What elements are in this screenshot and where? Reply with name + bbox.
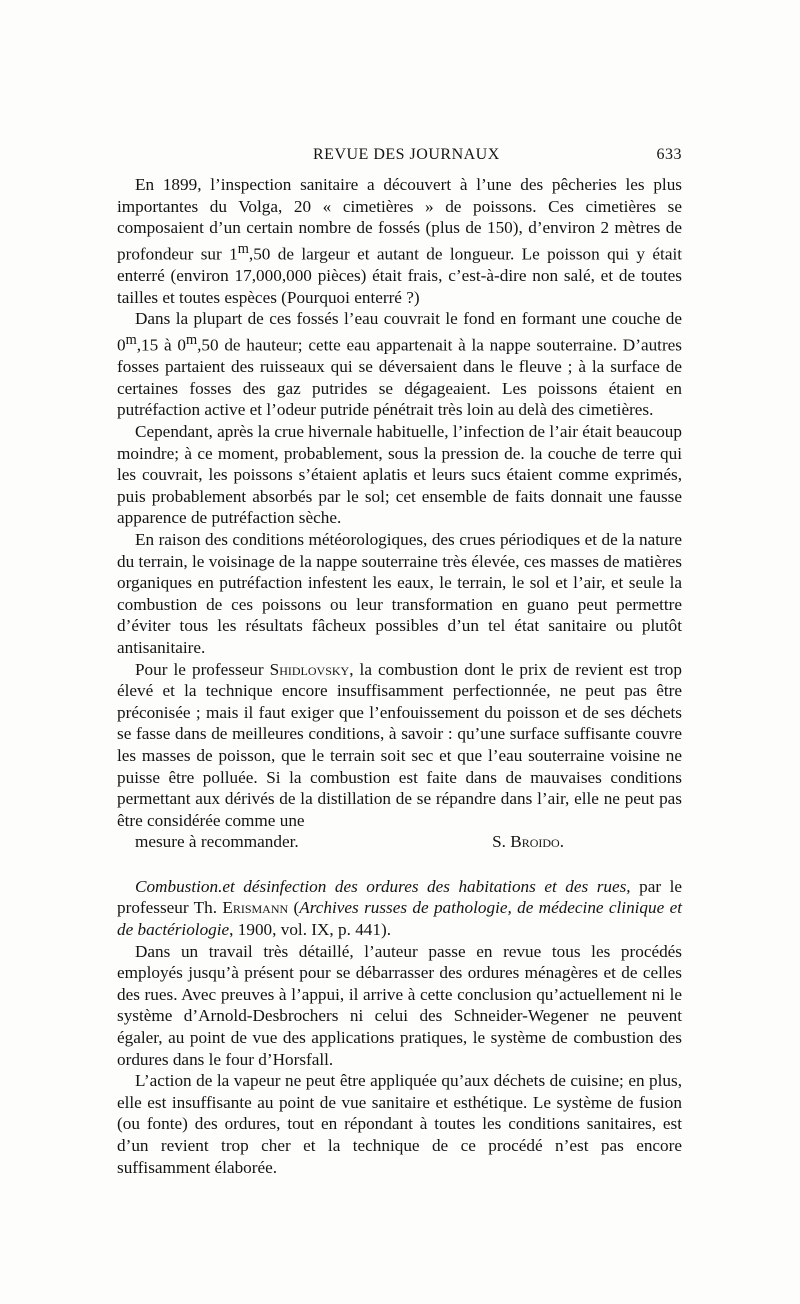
page-header (117, 146, 682, 170)
article2-title: Combustion.et désinfection des ordures des habitations et des rues, (135, 876, 631, 896)
article1-paragraph-3: Cependant, après la crue hivernale habituelle, l’infection de l’air était beaucoup moindre; à ce moment, probablement, sous la pression de. la couche de terre qui les couvrait, les poissons s’étaient aplatis et leurs sucs étaient comme exprimés, puis probablement absorbés par le sol; cet ensemble de faits donnait une fausse apparence de putréfaction sèche. (117, 422, 682, 528)
article1-paragraph-5: Pour le professeur Shidlovsky, la combustion dont le prix de revient est trop élevé et la technique encore insuffisamment perfectionnée, ne peut pas être préconisée ; mais il faut exiger que l’enfouissement du poisson et de ses déchets se fasse dans de meilleures conditions, à savoir : qu’une surface suffisante couvre les masses de poisson, que le terrain soit sec et que l’eau souterraine voisine ne puisse être polluée. Si la combustion est faite dans de mauvaises conditions permettant aux dérivés de la distillation de se répandre dans l’air, elle ne peut pas être considérée comme une (117, 659, 682, 830)
article1-paragraph-4: En raison des conditions météorologiques, des crues périodiques et de la nature du terrain, le voisinage de la nappe souterraine très élevée, ces masses de matières organiques en putréfaction infestent les eaux, le terrain, le sol et l’air, et seule la combustion de ces poissons ou leur transformation en guano peut permettre d’éviter tous les résultats fâcheux possibles d’un tel état sanitaire ou plutôt antisanitaire. (117, 529, 682, 657)
article2-source: Archives russes de pathologie, de médecine clinique et de bactériologie (117, 898, 682, 940)
closing-text: mesure à recommander. (135, 832, 299, 852)
article1-closing-line (117, 831, 682, 853)
author-name: Shidlovsky (269, 659, 350, 679)
article2-paragraph-1: Dans un travail très détaillé, l’auteur passe en revue tous les procédés employés jusqu’à présent pour se débarrasser des ordures ménagères et de celles des rues. Avec preuves à l’appui, il arrive à cette conclusion qu’actuellement ni le système d’Arnold-Desbrochers ni celui des Schneider-Wegener ne peuvent égaler, au point de vue des applications pratiques, le système de combustion des ordures dans le four d’Horsfall. (117, 941, 682, 1069)
section-gap (117, 853, 682, 876)
article2-heading: Combustion.et désinfection des ordures des habitations et des rues, par le professeur Th. Erismann (Archives russes de pathologie, de médecine clinique et de bactériologie, 1900, vol. IX, p. 441). (117, 876, 683, 940)
article1-paragraph-1: En 1899, l’inspection sanitaire a découvert à l’une des pêcheries les plus importantes du Volga, 20 « cimetières » de poissons. Ces cimetières se composaient d’un certain nombre de fossés (plus de 150), d’environ 2 mètres de profondeur sur 1$^m$,50 de largeur et autant de longueur. Le poisson qui y était enterré (environ 17,000,000 pièces) était frais, c’est-à-dire non salé, et de toutes tailles et toutes espèces (Pourquoi enterré ?) (117, 175, 682, 307)
article1-paragraph-2: Dans la plupart de ces fossés l’eau couvrait le fond en formant une couche de 0$^m$,15 à 0$^m$,50 de hauteur; cette eau appartenait à la nappe souterraine. D’autres fosses partaient des ruisseaux qui se déversaient dans le fleuve ; à la surface de certaines fosses des gaz putrides se dégageaient. Les poissons étaient en putréfaction active et l’odeur putride pénétrait très loin au delà des cimetières. (117, 309, 682, 420)
running-title: REVUE DES JOURNAUX (313, 146, 500, 163)
body-text (117, 174, 682, 1178)
article2-author: Erismann (222, 898, 289, 918)
signature: S. Broido. (492, 832, 564, 852)
page-number: 633 (656, 146, 682, 163)
article2-paragraph-2: L’action de la vapeur ne peut être appliquée qu’aux déchets de cuisine; en plus, elle est insuffisante au point de vue sanitaire et esthétique. Le système de fusion (ou fonte) des ordures, tout en répondant à toutes les conditions sanitaires, est d’un revient trop cher et la technique de ce procédé n’est pas encore suffisamment élaborée. (117, 1071, 682, 1177)
